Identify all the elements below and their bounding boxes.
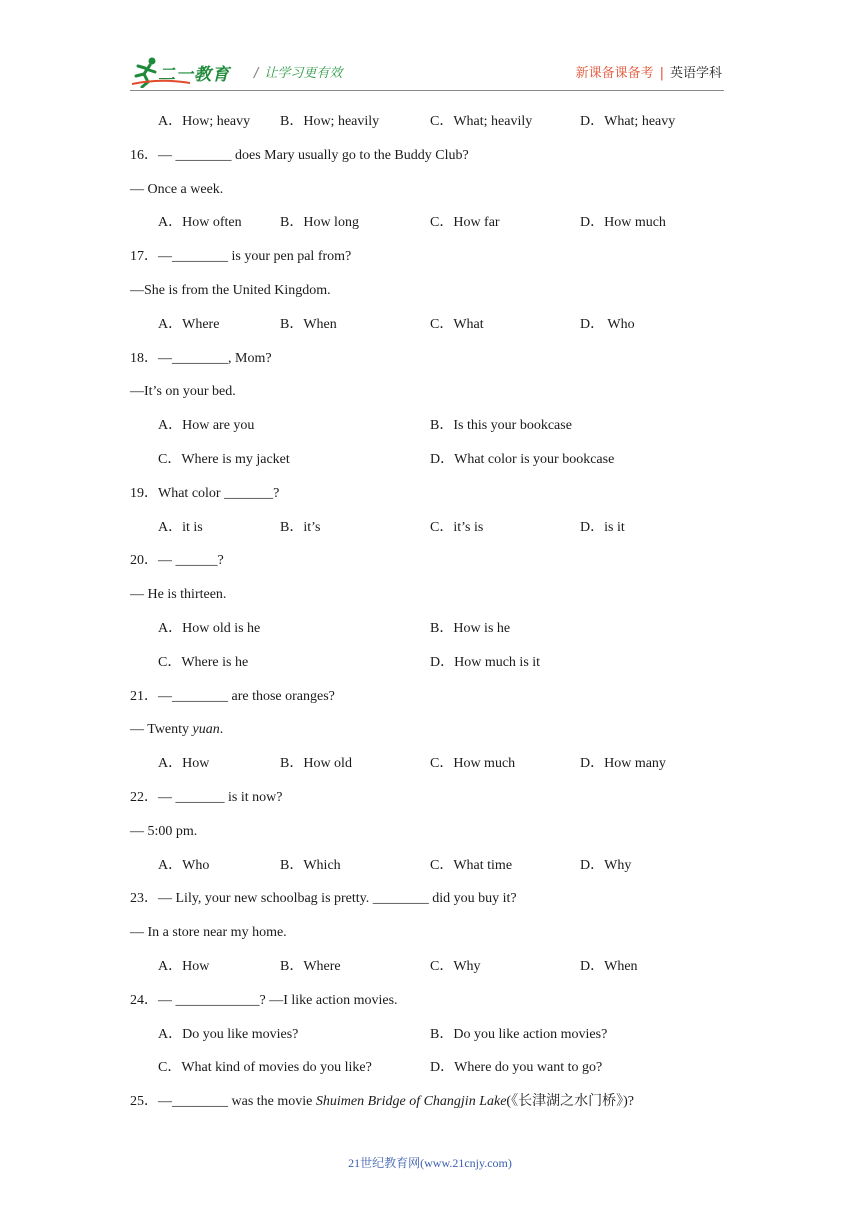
q16-answer: — Once a week. — [130, 182, 224, 197]
q16-options-c: C．How far — [430, 215, 500, 230]
q21-options-c: C．How much — [430, 756, 516, 771]
q21-stem: 21．—________ are those oranges? — [130, 689, 335, 704]
q23-answer: — In a store near my home. — [130, 925, 287, 940]
q23-options-c: C．Why — [430, 959, 481, 974]
q19-options-b: B．it’s — [280, 520, 321, 535]
q17-stem: 17．—________ is your pen pal from? — [130, 249, 352, 264]
q21-answer: — Twenty yuan. — [130, 722, 224, 737]
q20-answer: — He is thirteen. — [130, 587, 227, 602]
q20-options-2-c: C．Where is he — [158, 655, 249, 670]
page-footer: 21世纪教育网(www.21cnjy.com) — [348, 1156, 512, 1170]
q16-options-b: B．How long — [280, 215, 359, 230]
q24-options-2-d: D．Where do you want to go? — [430, 1060, 603, 1075]
q16-stem: 16．— ________ does Mary usually go to the Buddy Club? — [130, 148, 469, 163]
q21-options-a: A．How — [158, 756, 210, 771]
category-label: 新课备课备考 — [575, 66, 654, 81]
q23-options-a: A．How — [158, 959, 210, 974]
q16-options-d: D．How much — [580, 215, 666, 230]
q15-options-d: D．What; heavy — [580, 114, 676, 129]
q18-options-1-a: A．How are you — [158, 418, 255, 433]
q22-options-a: A．Who — [158, 858, 210, 873]
header-slogan: / 让学习更有效 — [254, 66, 343, 81]
q15-options-b: B．How; heavily — [280, 114, 380, 129]
q23-options-b: B．Where — [280, 959, 341, 974]
q19-stem: 19．What color _______? — [130, 486, 280, 501]
q19-options-a: A．it is — [158, 520, 203, 535]
q15-options-a: A．How; heavy — [158, 114, 251, 129]
subject-label: 英语学科 — [669, 66, 722, 81]
q21-options-b: B．How old — [280, 756, 352, 771]
q24-options-2-c: C．What kind of movies do you like? — [158, 1060, 372, 1075]
q20-options-1-a: A．How old is he — [158, 621, 261, 636]
q17-answer: —She is from the United Kingdom. — [130, 283, 331, 298]
q22-stem: 22．— _______ is it now? — [130, 790, 283, 805]
q17-options-d: D． Who — [580, 317, 635, 332]
q21-options-d: D．How many — [580, 756, 666, 771]
q23-options-d: D．When — [580, 959, 638, 974]
q18-options-2-c: C．Where is my jacket — [158, 452, 290, 467]
q20-options-1-b: B．How is he — [430, 621, 511, 636]
q18-answer: —It’s on your bed. — [130, 384, 236, 399]
q24-stem: 24．— ____________? —I like action movies. — [130, 993, 398, 1008]
q22-options-c: C．What time — [430, 858, 513, 873]
q18-stem: 18．—________, Mom? — [130, 351, 272, 366]
q23-stem: 23．— Lily, your new schoolbag is pretty. ________ did you buy it? — [130, 891, 517, 906]
q16-options-a: A．How often — [158, 215, 242, 230]
q15-options-c: C．What; heavily — [430, 114, 533, 129]
q22-options-b: B．Which — [280, 858, 341, 873]
slogan-text: 让学习更有效 — [264, 66, 343, 81]
q17-options-c: C．What — [430, 317, 484, 332]
q24-options-1-b: B．Do you like action movies? — [430, 1027, 608, 1042]
q17-options-b: B．When — [280, 317, 337, 332]
header-category: 新课备课备考 | 英语学科 — [575, 66, 722, 81]
q24-options-1-a: A．Do you like movies? — [158, 1027, 299, 1042]
page-header — [130, 54, 724, 91]
q18-options-1-b: B．Is this your bookcase — [430, 418, 572, 433]
q20-options-2-d: D．How much is it — [430, 655, 541, 670]
q25-stem: 25．—________ was the movie Shuimen Bridge of Changjin Lake(《长津湖之水门桥》)? — [130, 1094, 634, 1109]
logo-text: 二一教育 — [158, 65, 230, 85]
q19-options-d: D．is it — [580, 520, 625, 535]
q17-options-a: A．Where — [158, 317, 220, 332]
q19-options-c: C．it’s is — [430, 520, 484, 535]
q20-stem: 20．— ______? — [130, 553, 224, 568]
q18-options-2-d: D．What color is your bookcase — [430, 452, 615, 467]
q22-answer: — 5:00 pm. — [130, 824, 198, 839]
q22-options-d: D．Why — [580, 858, 632, 873]
